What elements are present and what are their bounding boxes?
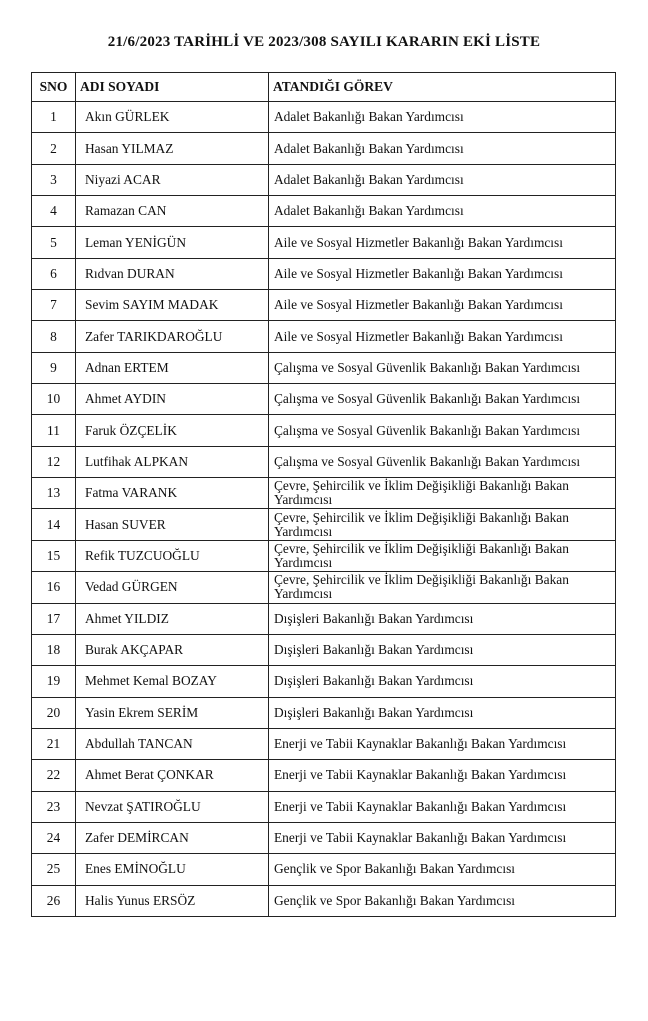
row-sno: 5 [32, 227, 76, 258]
row-duty: Aile ve Sosyal Hizmetler Bakanlığı Bakan Yardımcısı [269, 227, 616, 258]
header-duty: ATANDIĞI GÖREV [269, 73, 616, 102]
row-name: Ahmet YILDIZ [76, 603, 269, 634]
table-row [32, 509, 616, 540]
row-duty: Dışişleri Bakanlığı Bakan Yardımcısı [269, 634, 616, 665]
row-name: Akın GÜRLEK [76, 102, 269, 133]
row-duty: Çalışma ve Sosyal Güvenlik Bakanlığı Bakan Yardımcısı [269, 352, 616, 383]
table-body [32, 102, 616, 917]
table-row [32, 227, 616, 258]
row-name: Ahmet Berat ÇONKAR [76, 760, 269, 791]
row-sno: 13 [32, 478, 76, 509]
row-sno: 4 [32, 196, 76, 227]
appointments-table [31, 72, 616, 917]
row-name: Zafer DEMİRCAN [76, 822, 269, 853]
row-sno: 3 [32, 164, 76, 195]
table-row [32, 352, 616, 383]
row-duty: Çalışma ve Sosyal Güvenlik Bakanlığı Bakan Yardımcısı [269, 446, 616, 477]
row-name: Ahmet AYDIN [76, 384, 269, 415]
row-name: Hasan SUVER [76, 509, 269, 540]
row-name: Niyazi ACAR [76, 164, 269, 195]
table-row [32, 446, 616, 477]
row-sno: 25 [32, 854, 76, 885]
table-row [32, 258, 616, 289]
table-row [32, 634, 616, 665]
table-row [32, 854, 616, 885]
row-name: Mehmet Kemal BOZAY [76, 666, 269, 697]
table-row [32, 321, 616, 352]
row-duty: Dışişleri Bakanlığı Bakan Yardımcısı [269, 697, 616, 728]
row-sno: 24 [32, 822, 76, 853]
row-duty: Çevre, Şehircilik ve İklim Değişikliği Bakanlığı Bakan Yardımcısı [269, 540, 616, 571]
row-duty: Enerji ve Tabii Kaynaklar Bakanlığı Bakan Yardımcısı [269, 791, 616, 822]
row-sno: 10 [32, 384, 76, 415]
row-duty: Adalet Bakanlığı Bakan Yardımcısı [269, 102, 616, 133]
row-name: Sevim SAYIM MADAK [76, 290, 269, 321]
row-name: Enes EMİNOĞLU [76, 854, 269, 885]
row-name: Zafer TARIKDAROĞLU [76, 321, 269, 352]
row-name: Yasin Ekrem SERİM [76, 697, 269, 728]
row-sno: 16 [32, 572, 76, 603]
row-sno: 8 [32, 321, 76, 352]
row-duty: Enerji ve Tabii Kaynaklar Bakanlığı Bakan Yardımcısı [269, 728, 616, 759]
row-name: Rıdvan DURAN [76, 258, 269, 289]
table-row [32, 822, 616, 853]
row-sno: 7 [32, 290, 76, 321]
table-row [32, 760, 616, 791]
table-row [32, 102, 616, 133]
table-row [32, 728, 616, 759]
row-duty: Gençlik ve Spor Bakanlığı Bakan Yardımcısı [269, 885, 616, 916]
header-name: ADI SOYADI [76, 73, 269, 102]
row-sno: 18 [32, 634, 76, 665]
row-duty: Adalet Bakanlığı Bakan Yardımcısı [269, 196, 616, 227]
row-sno: 21 [32, 728, 76, 759]
row-name: Nevzat ŞATIROĞLU [76, 791, 269, 822]
row-name: Leman YENİGÜN [76, 227, 269, 258]
table-row [32, 885, 616, 916]
row-duty: Aile ve Sosyal Hizmetler Bakanlığı Bakan Yardımcısı [269, 290, 616, 321]
row-duty: Gençlik ve Spor Bakanlığı Bakan Yardımcısı [269, 854, 616, 885]
row-sno: 11 [32, 415, 76, 446]
row-sno: 20 [32, 697, 76, 728]
row-sno: 17 [32, 603, 76, 634]
table-row [32, 196, 616, 227]
row-duty: Adalet Bakanlığı Bakan Yardımcısı [269, 133, 616, 164]
table-row [32, 572, 616, 603]
row-name: Vedad GÜRGEN [76, 572, 269, 603]
row-duty: Çalışma ve Sosyal Güvenlik Bakanlığı Bakan Yardımcısı [269, 384, 616, 415]
table-row [32, 603, 616, 634]
row-sno: 1 [32, 102, 76, 133]
row-sno: 22 [32, 760, 76, 791]
row-sno: 12 [32, 446, 76, 477]
row-sno: 19 [32, 666, 76, 697]
row-name: Refik TUZCUOĞLU [76, 540, 269, 571]
table-row [32, 290, 616, 321]
table-row [32, 540, 616, 571]
row-duty: Çevre, Şehircilik ve İklim Değişikliği Bakanlığı Bakan Yardımcısı [269, 572, 616, 603]
row-duty: Çevre, Şehircilik ve İklim Değişikliği Bakanlığı Bakan Yardımcısı [269, 509, 616, 540]
row-name: Adnan ERTEM [76, 352, 269, 383]
row-name: Hasan YILMAZ [76, 133, 269, 164]
document-title: 21/6/2023 TARİHLİ VE 2023/308 SAYILI KARARIN EKİ LİSTE [107, 34, 541, 50]
table-row [32, 666, 616, 697]
row-duty: Aile ve Sosyal Hizmetler Bakanlığı Bakan Yardımcısı [269, 321, 616, 352]
row-name: Abdullah TANCAN [76, 728, 269, 759]
row-duty: Dışişleri Bakanlığı Bakan Yardımcısı [269, 603, 616, 634]
row-sno: 2 [32, 133, 76, 164]
table-row [32, 164, 616, 195]
table-row [32, 133, 616, 164]
row-duty: Aile ve Sosyal Hizmetler Bakanlığı Bakan Yardımcısı [269, 258, 616, 289]
row-sno: 26 [32, 885, 76, 916]
table-row [32, 478, 616, 509]
row-name: Halis Yunus ERSÖZ [76, 885, 269, 916]
table-row [32, 697, 616, 728]
row-name: Ramazan CAN [76, 196, 269, 227]
row-sno: 9 [32, 352, 76, 383]
table-row [32, 791, 616, 822]
row-name: Burak AKÇAPAR [76, 634, 269, 665]
row-sno: 6 [32, 258, 76, 289]
row-duty: Çalışma ve Sosyal Güvenlik Bakanlığı Bakan Yardımcısı [269, 415, 616, 446]
row-sno: 15 [32, 540, 76, 571]
table-row [32, 415, 616, 446]
table-header-row [32, 73, 616, 102]
row-duty: Adalet Bakanlığı Bakan Yardımcısı [269, 164, 616, 195]
row-duty: Dışişleri Bakanlığı Bakan Yardımcısı [269, 666, 616, 697]
row-sno: 14 [32, 509, 76, 540]
row-name: Lutfihak ALPKAN [76, 446, 269, 477]
row-sno: 23 [32, 791, 76, 822]
row-duty: Enerji ve Tabii Kaynaklar Bakanlığı Bakan Yardımcısı [269, 760, 616, 791]
row-name: Fatma VARANK [76, 478, 269, 509]
row-name: Faruk ÖZÇELİK [76, 415, 269, 446]
table-row [32, 384, 616, 415]
header-sno: SNO [32, 73, 76, 102]
row-duty: Çevre, Şehircilik ve İklim Değişikliği Bakanlığı Bakan Yardımcısı [269, 478, 616, 509]
row-duty: Enerji ve Tabii Kaynaklar Bakanlığı Bakan Yardımcısı [269, 822, 616, 853]
